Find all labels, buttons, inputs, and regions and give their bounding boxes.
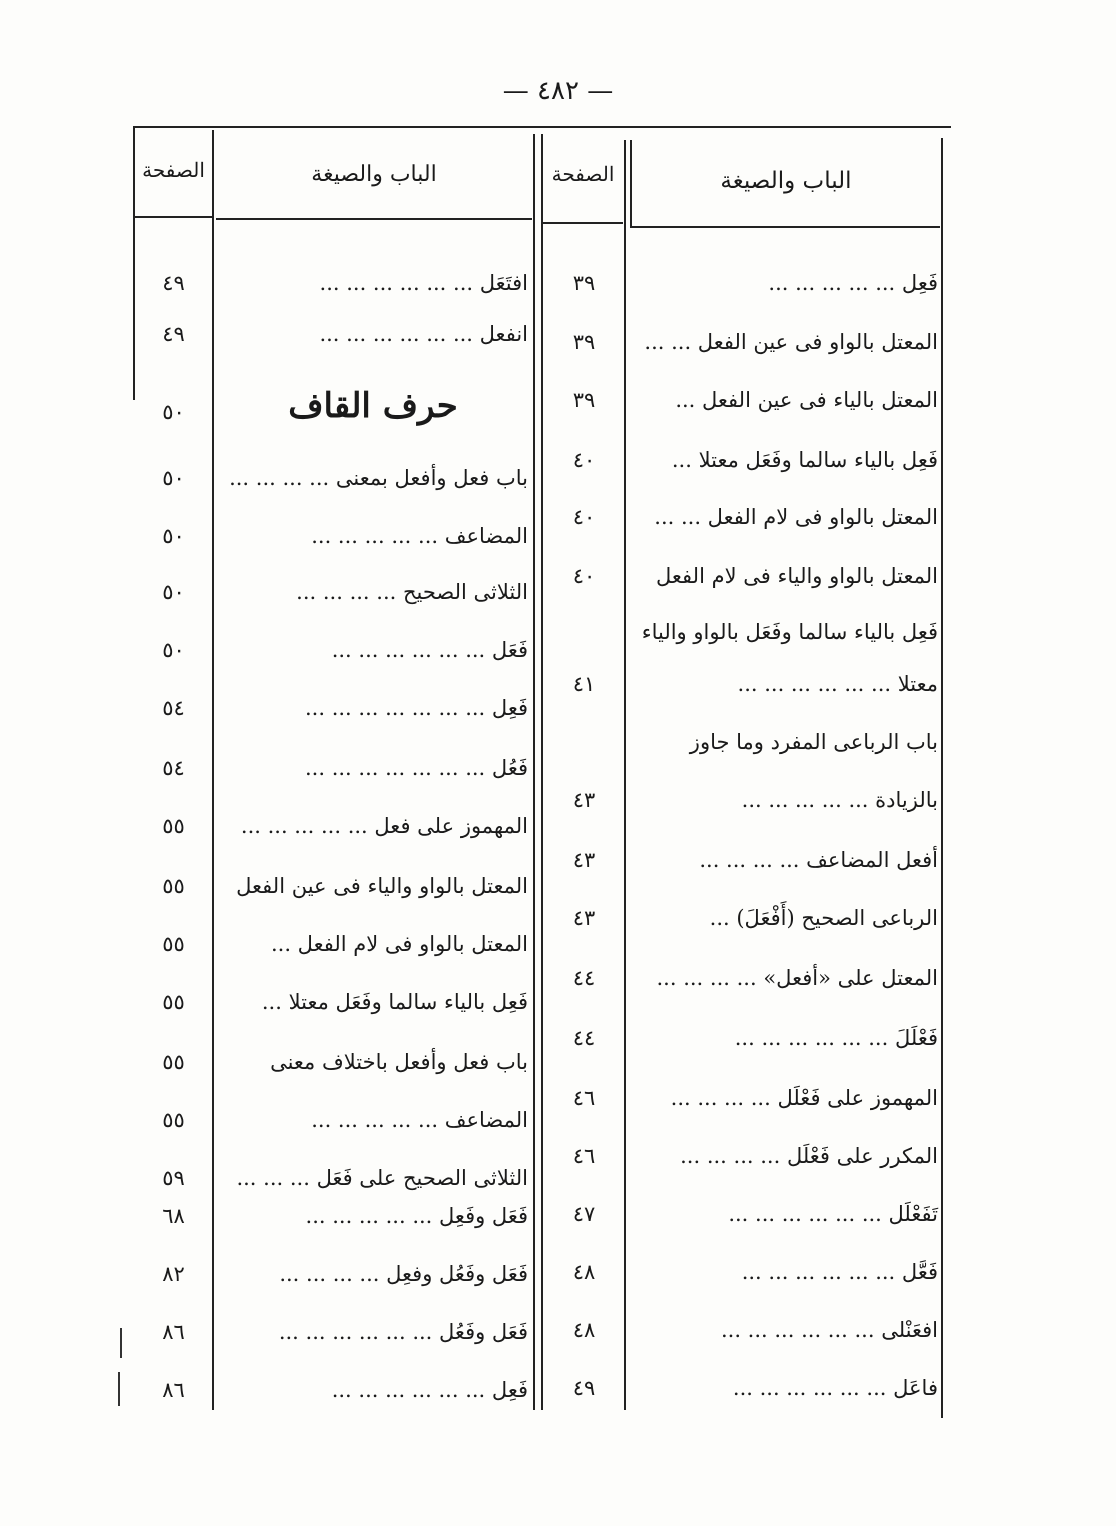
page-ref: ٥٥: [162, 990, 185, 1014]
index-entry: [636, 958, 938, 998]
entry-label: فَعَل وفَعُل: [439, 1320, 528, 1344]
entry-label: باب فعل وأفعل بمعنى: [335, 466, 528, 490]
right-page-col-rule: [624, 140, 626, 1410]
index-entry: [218, 314, 528, 354]
page-ref: ٤٠: [572, 505, 596, 529]
leader-dots: ... ... ... ... ...: [311, 1108, 445, 1132]
index-entry: [218, 630, 528, 670]
index-entry: [218, 1254, 528, 1294]
entry-label: فَعُل: [491, 756, 528, 780]
page-ref: ٤٤: [572, 966, 596, 990]
right-entry-header-rule: [632, 226, 940, 228]
entry-label: المعتل بالواو فى لام الفعل: [297, 932, 528, 956]
entry-label: المعتل بالواو فى عين الفعل: [697, 330, 938, 354]
entry-label: بالزيادة: [875, 788, 938, 812]
entry-label: أفعل المضاعف: [806, 848, 938, 872]
page-ref: ٤٤: [572, 1026, 596, 1050]
index-entry: [218, 516, 528, 556]
index-entry: [636, 664, 938, 704]
entry-label: الثلاثى الصحيح على فَعَل: [316, 1166, 528, 1190]
index-entry: [218, 982, 528, 1022]
leader-dots: ... ... ... ... ... ...: [741, 1260, 902, 1284]
page-ref: ٤٠: [572, 448, 596, 472]
page-ref: ٥٠: [162, 466, 185, 490]
page-ref: ٤٨: [572, 1318, 596, 1342]
index-entry: [218, 806, 528, 846]
index-entry: [218, 748, 528, 788]
page-ref: ٥٤: [162, 696, 185, 720]
index-entry: [636, 1194, 938, 1234]
page-ref: ٣٩: [572, 330, 596, 354]
leader-dots: ... ... ... ... ...: [240, 814, 375, 838]
index-entry: [218, 688, 528, 728]
leader-dots: ... ... ... ... ...: [311, 524, 445, 548]
page-ref: ٤٩: [162, 322, 185, 346]
entry-label: المضاعف: [444, 1108, 528, 1132]
index-entry: [636, 497, 938, 537]
index-entry: [636, 780, 938, 820]
leader-dots: ...: [261, 990, 289, 1014]
index-entry: [218, 1312, 528, 1352]
entry-label: فَعِل: [901, 271, 938, 295]
page-ref: ٥٠: [162, 580, 185, 604]
page-ref: ٨٢: [162, 1262, 185, 1286]
entry-label: فَعِل بالياء سالما وفَعَل معتلا: [698, 448, 938, 472]
leader-dots: ... ... ... ...: [279, 1262, 387, 1286]
index-entry: [636, 263, 938, 303]
leader-dots: ... ... ... ...: [699, 848, 807, 872]
margin-mark: [120, 1328, 122, 1358]
margin-mark: [118, 1372, 120, 1406]
entry-label: انفعل: [479, 322, 528, 346]
right-page-header-rule: [543, 222, 623, 224]
left-page-header-rule: [135, 216, 212, 218]
entry-label: افتَعَل: [479, 271, 528, 295]
page-ref: ٦٨: [162, 1204, 185, 1228]
page-ref: ٤١: [572, 672, 596, 696]
index-entry: [636, 612, 938, 652]
index-entry: [636, 1078, 938, 1118]
page-ref: ٤٣: [572, 848, 596, 872]
entry-label: المعتل بالياء فى عين الفعل: [702, 388, 938, 412]
page-ref: ٥٥: [162, 1108, 185, 1132]
page-ref: ٥٠: [162, 638, 185, 662]
leader-dots: ... ... ... ... ... ...: [720, 1318, 882, 1342]
index-entry: [636, 840, 938, 880]
leader-dots: ... ... ... ... ... ...: [319, 322, 480, 346]
entry-label: الرباعى الصحيح (أَفْعَلَ): [736, 906, 938, 930]
entry-label: حرف القاف: [288, 386, 458, 426]
left-entry-header-rule: [216, 218, 532, 220]
leader-dots: ... ... ... ...: [229, 466, 336, 490]
page-ref: ٥٥: [162, 814, 185, 838]
index-entry: [636, 440, 938, 480]
index-entry: [218, 1196, 528, 1236]
entry-label: المكرر على فَعْلَل: [786, 1144, 938, 1168]
entry-label: افعَنْلى: [881, 1318, 938, 1342]
page-ref: ٤٠: [572, 564, 596, 588]
right-entry-header: الباب والصيغة: [720, 168, 852, 194]
entry-label: باب فعل وأفعل باختلاف معنى: [270, 1050, 528, 1074]
entry-label: فَعَّل: [901, 1260, 938, 1284]
leader-dots: ... ... ... ... ... ...: [728, 1202, 889, 1226]
entry-label: فَعِل: [491, 696, 528, 720]
index-entry: [218, 1100, 528, 1140]
page-ref: ٣٩: [572, 271, 596, 295]
page-ref: ٤٧: [572, 1202, 596, 1226]
leader-dots: ... ... ... ... ...: [768, 271, 902, 295]
index-entry: [636, 1018, 938, 1058]
leader-dots: ... ...: [644, 330, 698, 354]
index-entry: [218, 1042, 528, 1082]
left-page-col-rule: [212, 130, 214, 1410]
leader-dots: ... ... ... ... ... ...: [331, 1378, 492, 1402]
index-entry: [218, 572, 528, 612]
entry-label: تَفَعْلَل: [888, 1202, 938, 1226]
entry-label: فَعَل وفَعِل: [439, 1204, 528, 1228]
leader-dots: ...: [709, 906, 737, 930]
leader-dots: ... ... ... ... ... ... ...: [305, 696, 492, 720]
center-divider-a: [533, 134, 535, 1410]
index-entry: [636, 1368, 938, 1408]
right-page-header: الصفحة: [551, 162, 615, 186]
leader-dots: ... ... ... ... ... ...: [331, 638, 492, 662]
index-entry: [218, 263, 528, 303]
entry-label: فَعَل وفَعُل وفعِل: [386, 1262, 528, 1286]
entry-label: فَعْلَلَ: [894, 1026, 938, 1050]
entry-label: فَعِل: [491, 1378, 528, 1402]
page-ref: ٨٦: [162, 1378, 185, 1402]
leader-dots: ...: [675, 388, 703, 412]
leader-dots: ... ... ... ... ... ...: [319, 271, 480, 295]
page-ref: ٥٠: [162, 524, 185, 548]
leader-dots: ...: [671, 448, 699, 472]
entry-label: معتلا: [897, 672, 938, 696]
leader-dots: ... ... ... ... ... ...: [732, 1376, 894, 1400]
index-entry: [218, 1370, 528, 1410]
leader-dots: ... ... ... ... ... ... ...: [305, 756, 492, 780]
table-right-border: [941, 138, 943, 1418]
left-page-header: الصفحة: [142, 158, 205, 182]
entry-label: المعتل على «أفعل»: [763, 966, 938, 990]
page-ref: ٤٦: [572, 1144, 596, 1168]
left-entry-header: الباب والصيغة: [311, 162, 437, 187]
entry-label: الثلاثى الصحيح: [402, 580, 528, 604]
page-ref: ٤٣: [572, 788, 596, 812]
entry-label: باب الرباعى المفرد وما جاوز: [689, 730, 938, 754]
entry-label: فَعِل بالياء سالما وفَعَل بالواو والياء: [641, 620, 938, 644]
leader-dots: ... ... ... ...: [296, 580, 403, 604]
index-entry: [218, 458, 528, 498]
page-ref: ٥٤: [162, 756, 185, 780]
index-entry: [636, 1252, 938, 1292]
entry-label: المهموز على فعل: [374, 814, 528, 838]
page-ref: ٥٠: [162, 400, 185, 424]
leader-dots: ... ...: [654, 505, 708, 529]
page-number: — ٤٨٢ —: [502, 76, 614, 106]
page-ref: ٥٥: [162, 932, 185, 956]
index-entry: [636, 1136, 938, 1176]
entry-label: المهموز على فَعْلَل: [777, 1086, 938, 1110]
index-entry: [636, 1310, 938, 1350]
page-ref: ٤٨: [572, 1260, 596, 1284]
entry-label: المعتل بالواو والياء فى عين الفعل: [236, 874, 528, 898]
index-entry: [218, 866, 528, 906]
leader-dots: ... ... ... ...: [670, 1086, 778, 1110]
leader-dots: ... ... ... ... ...: [741, 788, 876, 812]
center-divider-b: [541, 134, 543, 1410]
page-ref: ٤٦: [572, 1086, 596, 1110]
index-entry: [636, 322, 938, 362]
leader-dots: ... ... ... ... ... ...: [734, 1026, 895, 1050]
page-ref: ٣٩: [572, 388, 596, 412]
entry-label: المعتل بالواو والياء فى لام الفعل: [656, 564, 938, 588]
page-ref: ٥٥: [162, 1050, 185, 1074]
section-heading: [218, 382, 528, 430]
index-entry: [636, 898, 938, 938]
entry-label: فَعَل: [491, 638, 528, 662]
leader-dots: ... ... ... ... ...: [305, 1204, 440, 1228]
leader-dots: ... ... ... ... ... ...: [278, 1320, 440, 1344]
index-entry: [636, 556, 938, 596]
entry-label: فاعَل: [893, 1376, 938, 1400]
index-entry: [218, 1158, 528, 1198]
leader-dots: ...: [270, 932, 298, 956]
table-top-rule: [133, 126, 951, 128]
leader-dots: ... ... ...: [236, 1166, 317, 1190]
page-ref: ٤٩: [162, 271, 185, 295]
leader-dots: ... ... ... ...: [680, 1144, 787, 1168]
entry-label: المعتل بالواو فى لام الفعل: [707, 505, 938, 529]
index-entry: [218, 924, 528, 964]
entry-label: المضاعف: [444, 524, 528, 548]
leader-dots: ... ... ... ... ... ...: [737, 672, 898, 696]
page-ref: ٥٩: [162, 1166, 185, 1190]
page-ref: ٥٥: [162, 874, 185, 898]
page-ref: ٤٩: [572, 1376, 596, 1400]
page-ref: ٤٣: [572, 906, 596, 930]
index-entry: [636, 722, 938, 762]
entry-label: فَعِل بالياء سالما وفَعَل معتلا: [288, 990, 528, 1014]
index-entry: [636, 380, 938, 420]
page-ref: ٨٦: [162, 1320, 185, 1344]
leader-dots: ... ... ... ...: [656, 966, 764, 990]
